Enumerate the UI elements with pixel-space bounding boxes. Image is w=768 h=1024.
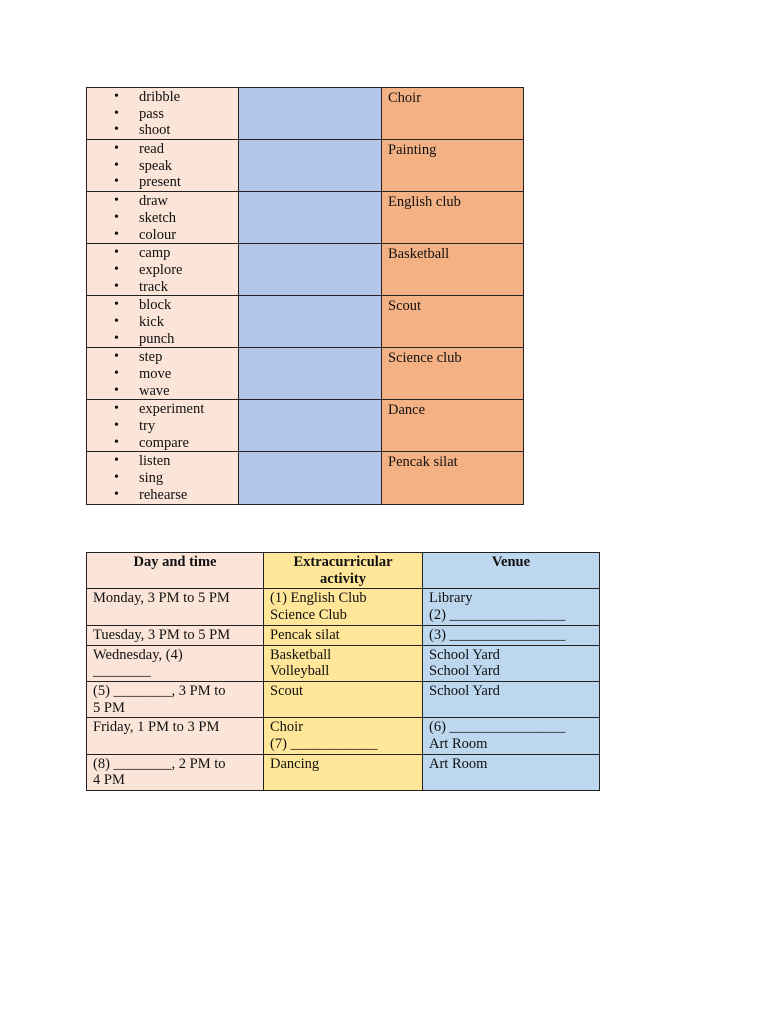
- activity-cell-line: Basketball: [270, 646, 332, 663]
- activity-cell-line: Dancing: [270, 755, 320, 772]
- verb-item: • compare: [109, 435, 238, 452]
- matching-row: [87, 88, 524, 140]
- verb-item: • punch: [109, 331, 238, 348]
- venue-cell: [423, 681, 600, 717]
- header-activity-line-1: Extracurricular: [293, 554, 393, 570]
- verb-list: [87, 88, 238, 139]
- verb-item: • block: [109, 297, 238, 314]
- venue-cell-line: Art Room: [429, 736, 488, 753]
- answer-blank-cell[interactable]: [239, 244, 382, 296]
- verb-item: • explore: [109, 262, 238, 279]
- verb-list: [87, 244, 238, 295]
- day-time-cell-line: Monday, 3 PM to 5 PM: [93, 590, 230, 607]
- verb-list-cell: [87, 296, 239, 348]
- schedule-table: [86, 552, 600, 791]
- activity-cell: Science club: [382, 348, 524, 400]
- verb-list-cell: [87, 140, 239, 192]
- venue-cell: [423, 754, 600, 790]
- verb-item: • colour: [109, 227, 238, 244]
- header-activity-line-2: activity: [320, 570, 366, 587]
- verb-item: • step: [109, 349, 238, 366]
- verb-list: [87, 348, 238, 399]
- verb-item: • track: [109, 279, 238, 296]
- verb-item: • speak: [109, 158, 238, 175]
- day-time-cell-line: (8) ________, 2 PM to: [93, 755, 226, 772]
- verb-item: • rehearse: [109, 487, 238, 504]
- matching-row: [87, 296, 524, 348]
- verb-item: • draw: [109, 193, 238, 210]
- activity-cell: [264, 645, 423, 681]
- verb-list: [87, 140, 238, 191]
- verb-item: • pass: [109, 106, 238, 123]
- venue-cell-line: School Yard: [429, 646, 500, 663]
- verb-item: • experiment: [109, 401, 238, 418]
- activity-cell-line: (1) English Club: [270, 590, 367, 607]
- schedule-row: [87, 681, 600, 717]
- matching-row: [87, 400, 524, 452]
- schedule-row: [87, 754, 600, 790]
- verb-item: • dribble: [109, 89, 238, 106]
- activity-cell-line: Science Club: [270, 607, 347, 624]
- venue-cell: [423, 589, 600, 625]
- verb-item: • kick: [109, 314, 238, 331]
- verb-item: • move: [109, 366, 238, 383]
- matching-row: [87, 140, 524, 192]
- venue-cell-line: (3) ________________: [429, 626, 566, 643]
- answer-blank-cell[interactable]: [239, 400, 382, 452]
- day-time-cell-line: Friday, 1 PM to 3 PM: [93, 719, 220, 736]
- activity-cell: Choir: [382, 88, 524, 140]
- venue-cell: [423, 718, 600, 754]
- day-time-cell: [87, 645, 264, 681]
- day-time-cell-line: ________: [93, 663, 151, 680]
- answer-blank-cell[interactable]: [239, 140, 382, 192]
- header-venue: Venue: [423, 553, 600, 589]
- verb-item: • camp: [109, 245, 238, 262]
- schedule-header-row: [87, 553, 600, 589]
- day-time-cell-line: Wednesday, (4): [93, 646, 183, 663]
- activity-cell: [264, 589, 423, 625]
- verb-item: • read: [109, 141, 238, 158]
- day-time-cell: [87, 625, 264, 645]
- answer-blank-cell[interactable]: [239, 88, 382, 140]
- day-time-cell: [87, 589, 264, 625]
- matching-row: [87, 192, 524, 244]
- day-time-cell-line: 5 PM: [93, 699, 125, 716]
- answer-blank-cell[interactable]: [239, 348, 382, 400]
- matching-table-body: [87, 88, 524, 505]
- activity-cell: Pencak silat: [382, 452, 524, 504]
- schedule-row: [87, 645, 600, 681]
- verb-list-cell: [87, 400, 239, 452]
- header-extracurricular-activity: [264, 553, 423, 589]
- day-time-cell: [87, 718, 264, 754]
- verb-list-cell: [87, 88, 239, 140]
- verb-item: • sketch: [109, 210, 238, 227]
- venue-cell-line: Art Room: [429, 755, 488, 772]
- verb-list: [87, 192, 238, 243]
- activity-cell-line: Pencak silat: [270, 626, 340, 643]
- activity-cell: Basketball: [382, 244, 524, 296]
- day-time-cell-line: 4 PM: [93, 772, 125, 789]
- activity-cell: [264, 681, 423, 717]
- schedule-table-body: [87, 589, 600, 791]
- answer-blank-cell[interactable]: [239, 192, 382, 244]
- activity-cell: English club: [382, 192, 524, 244]
- activity-cell: Scout: [382, 296, 524, 348]
- answer-blank-cell[interactable]: [239, 296, 382, 348]
- schedule-row: [87, 589, 600, 625]
- venue-cell: [423, 645, 600, 681]
- activity-cell: [264, 754, 423, 790]
- verb-list-cell: [87, 192, 239, 244]
- venue-cell-line: (2) ________________: [429, 607, 566, 624]
- schedule-row: [87, 625, 600, 645]
- day-time-cell: [87, 754, 264, 790]
- activity-cell-line: Scout: [270, 682, 304, 699]
- header-day-and-time: Day and time: [87, 553, 264, 589]
- verb-item: • listen: [109, 453, 238, 470]
- verb-item: • try: [109, 418, 238, 435]
- activity-cell: [264, 625, 423, 645]
- verb-item: • sing: [109, 470, 238, 487]
- matching-table: [86, 87, 524, 505]
- verb-list-cell: [87, 244, 239, 296]
- verb-list: [87, 296, 238, 347]
- verb-list-cell: [87, 348, 239, 400]
- verb-item: • present: [109, 174, 238, 191]
- activity-cell-line: Volleyball: [270, 663, 330, 680]
- activity-cell: [264, 718, 423, 754]
- matching-row: [87, 348, 524, 400]
- matching-row: [87, 452, 524, 504]
- verb-list: [87, 452, 238, 503]
- activity-cell-line: (7) ____________: [270, 736, 378, 753]
- verb-item: • wave: [109, 383, 238, 400]
- answer-blank-cell[interactable]: [239, 452, 382, 504]
- activity-cell: Dance: [382, 400, 524, 452]
- venue-cell: [423, 625, 600, 645]
- venue-cell-line: School Yard: [429, 682, 500, 699]
- venue-cell-line: Library: [429, 590, 473, 607]
- activity-cell-line: Choir: [270, 719, 304, 736]
- venue-cell-line: School Yard: [429, 663, 500, 680]
- venue-cell-line: (6) ________________: [429, 719, 566, 736]
- day-time-cell-line: (5) ________, 3 PM to: [93, 682, 226, 699]
- day-time-cell: [87, 681, 264, 717]
- activity-cell: Painting: [382, 140, 524, 192]
- verb-list-cell: [87, 452, 239, 504]
- verb-list: [87, 400, 238, 451]
- verb-item: • shoot: [109, 122, 238, 139]
- matching-row: [87, 244, 524, 296]
- schedule-row: [87, 718, 600, 754]
- day-time-cell-line: Tuesday, 3 PM to 5 PM: [93, 626, 231, 643]
